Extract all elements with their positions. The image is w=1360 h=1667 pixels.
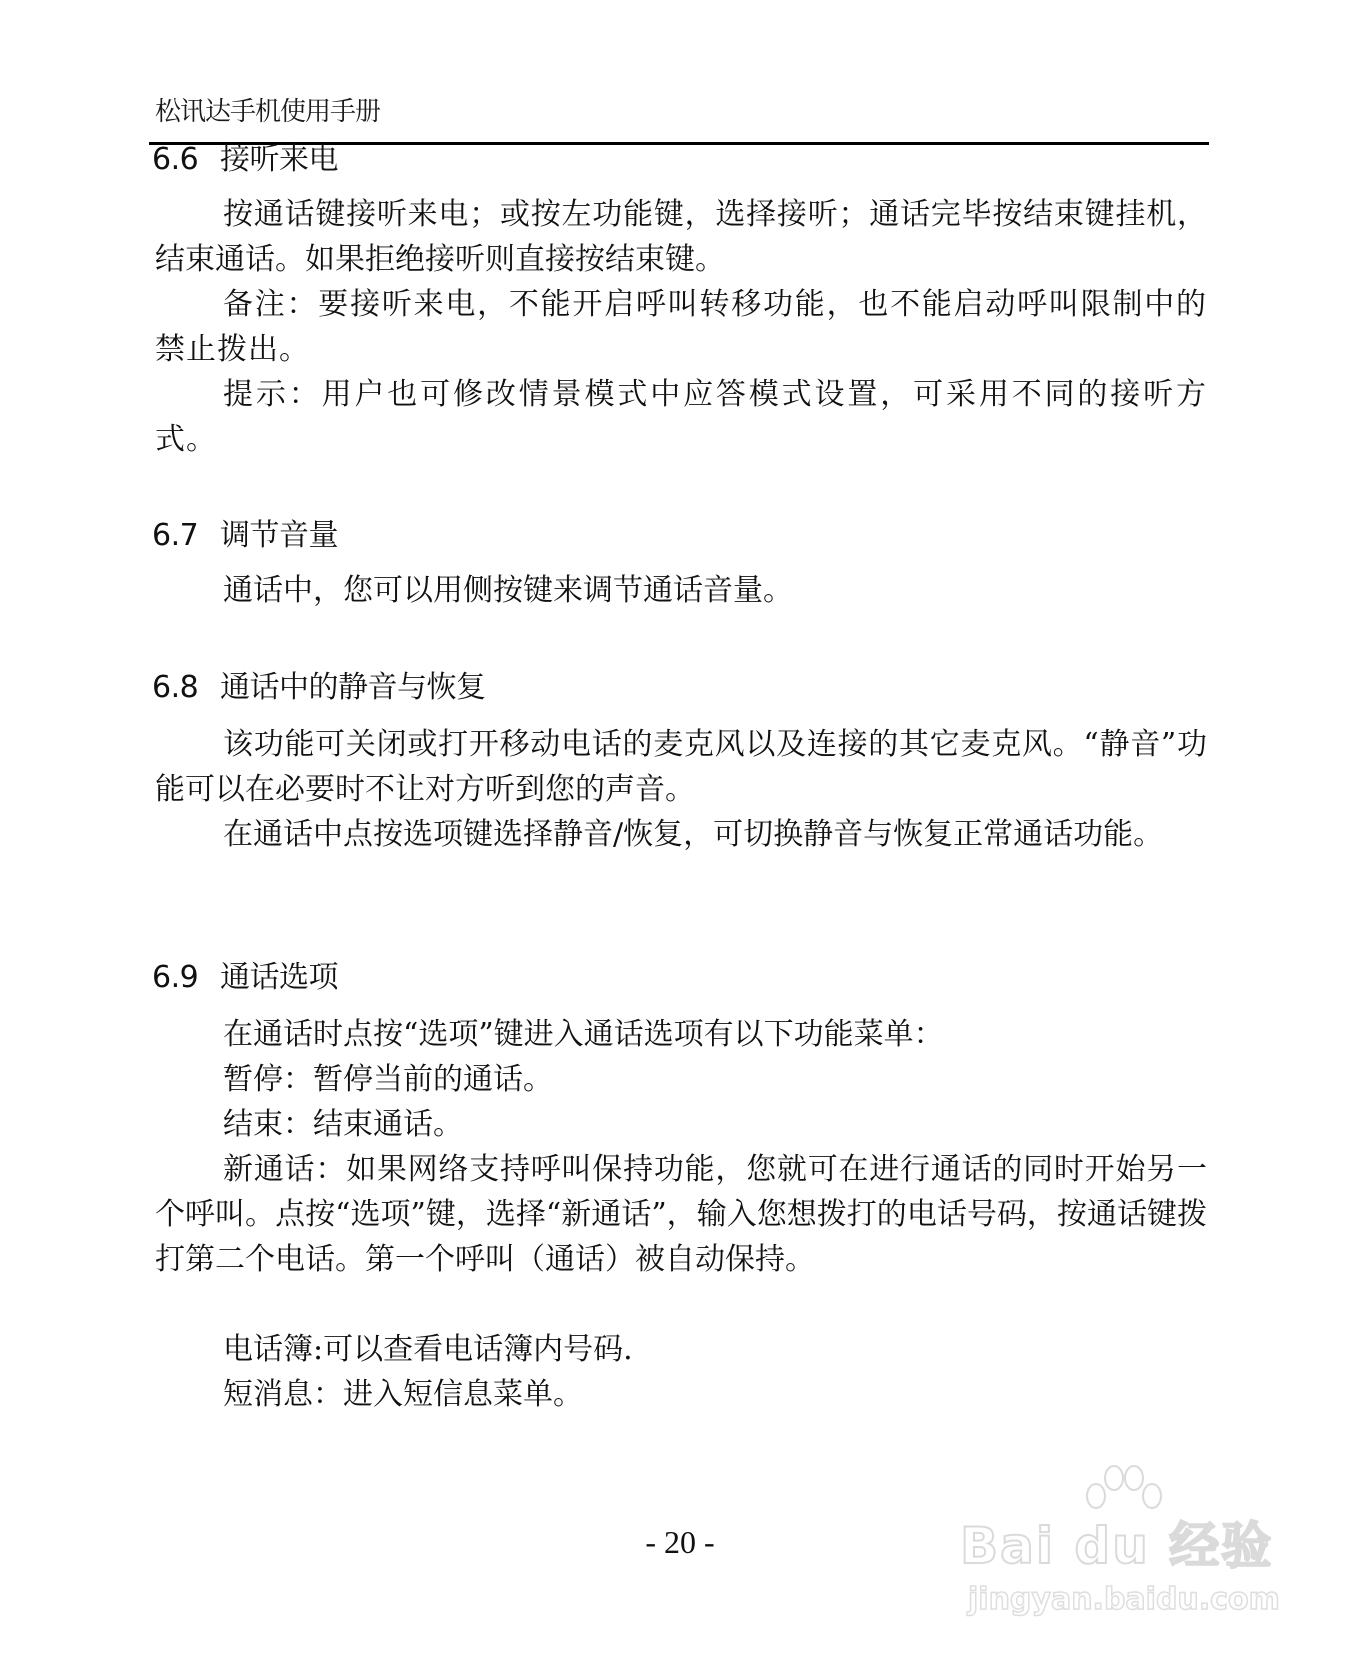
note-paragraph: 备注：要接听来电，不能开启呼叫转移功能，也不能启动呼叫限制中的禁止拨出。: [155, 287, 1207, 367]
section-heading-6-9: [152, 958, 338, 998]
section-title: 接听来电: [220, 142, 338, 177]
baidu-jingyan-watermark: [960, 1460, 1280, 1630]
section-heading-6-6: [152, 140, 338, 180]
section-heading-6-8: [152, 668, 486, 708]
page-number: - 20 -: [645, 1524, 715, 1560]
tip-paragraph: 提示：用户也可修改情景模式中应答模式设置，可采用不同的接听方式。: [155, 377, 1207, 457]
paragraph: 按通话键接听来电；或按左功能键，选择接听；通话完毕按结束键挂机，结束通话。如果拒绝接听则直接按结束键。: [155, 197, 1207, 277]
section-number: 6.6: [152, 142, 199, 177]
section-title: 通话中的静音与恢复: [220, 670, 486, 705]
paragraph: 在通话中点按选项键选择静音/恢复，可切换静音与恢复正常通话功能。: [223, 817, 1164, 852]
running-header: 松讯达手机使用手册: [155, 97, 381, 127]
paragraph: 在通话时点按“选项”键进入通话选项有以下功能菜单：: [223, 1017, 944, 1052]
option-item-phonebook: 电话簿:可以查看电话簿内号码.: [223, 1332, 633, 1367]
option-item-pause: 暂停：暂停当前的通话。: [223, 1062, 553, 1097]
section-title: 调节音量: [220, 518, 338, 553]
watermark-brand: Bai du 经验: [960, 1517, 1274, 1575]
section-title: 通话选项: [220, 960, 338, 995]
option-item-new-call: 新通话：如果网络支持呼叫保持功能，您就可在进行通话的同时开始另一个呼叫。点按“选项”键，选择“新通话”，输入您想拨打的电话号码，按通话键拨打第二个电话。第一个呼叫（通话）被自动保持。: [155, 1152, 1207, 1277]
option-item-end: 结束：结束通话。: [223, 1107, 463, 1142]
section-number: 6.7: [152, 518, 199, 553]
paragraph: 通话中，您可以用侧按键来调节通话音量。: [223, 573, 793, 608]
section-number: 6.8: [152, 670, 199, 705]
section-number: 6.9: [152, 960, 199, 995]
watermark-url: jingyan.baidu.com: [968, 1582, 1280, 1617]
paragraph: 该功能可关闭或打开移动电话的麦克风以及连接的其它麦克风。“静音”功能可以在必要时不让对方听到您的声音。: [155, 727, 1207, 807]
option-item-sms: 短消息：进入短信息菜单。: [223, 1377, 583, 1412]
section-heading-6-7: [152, 516, 338, 556]
